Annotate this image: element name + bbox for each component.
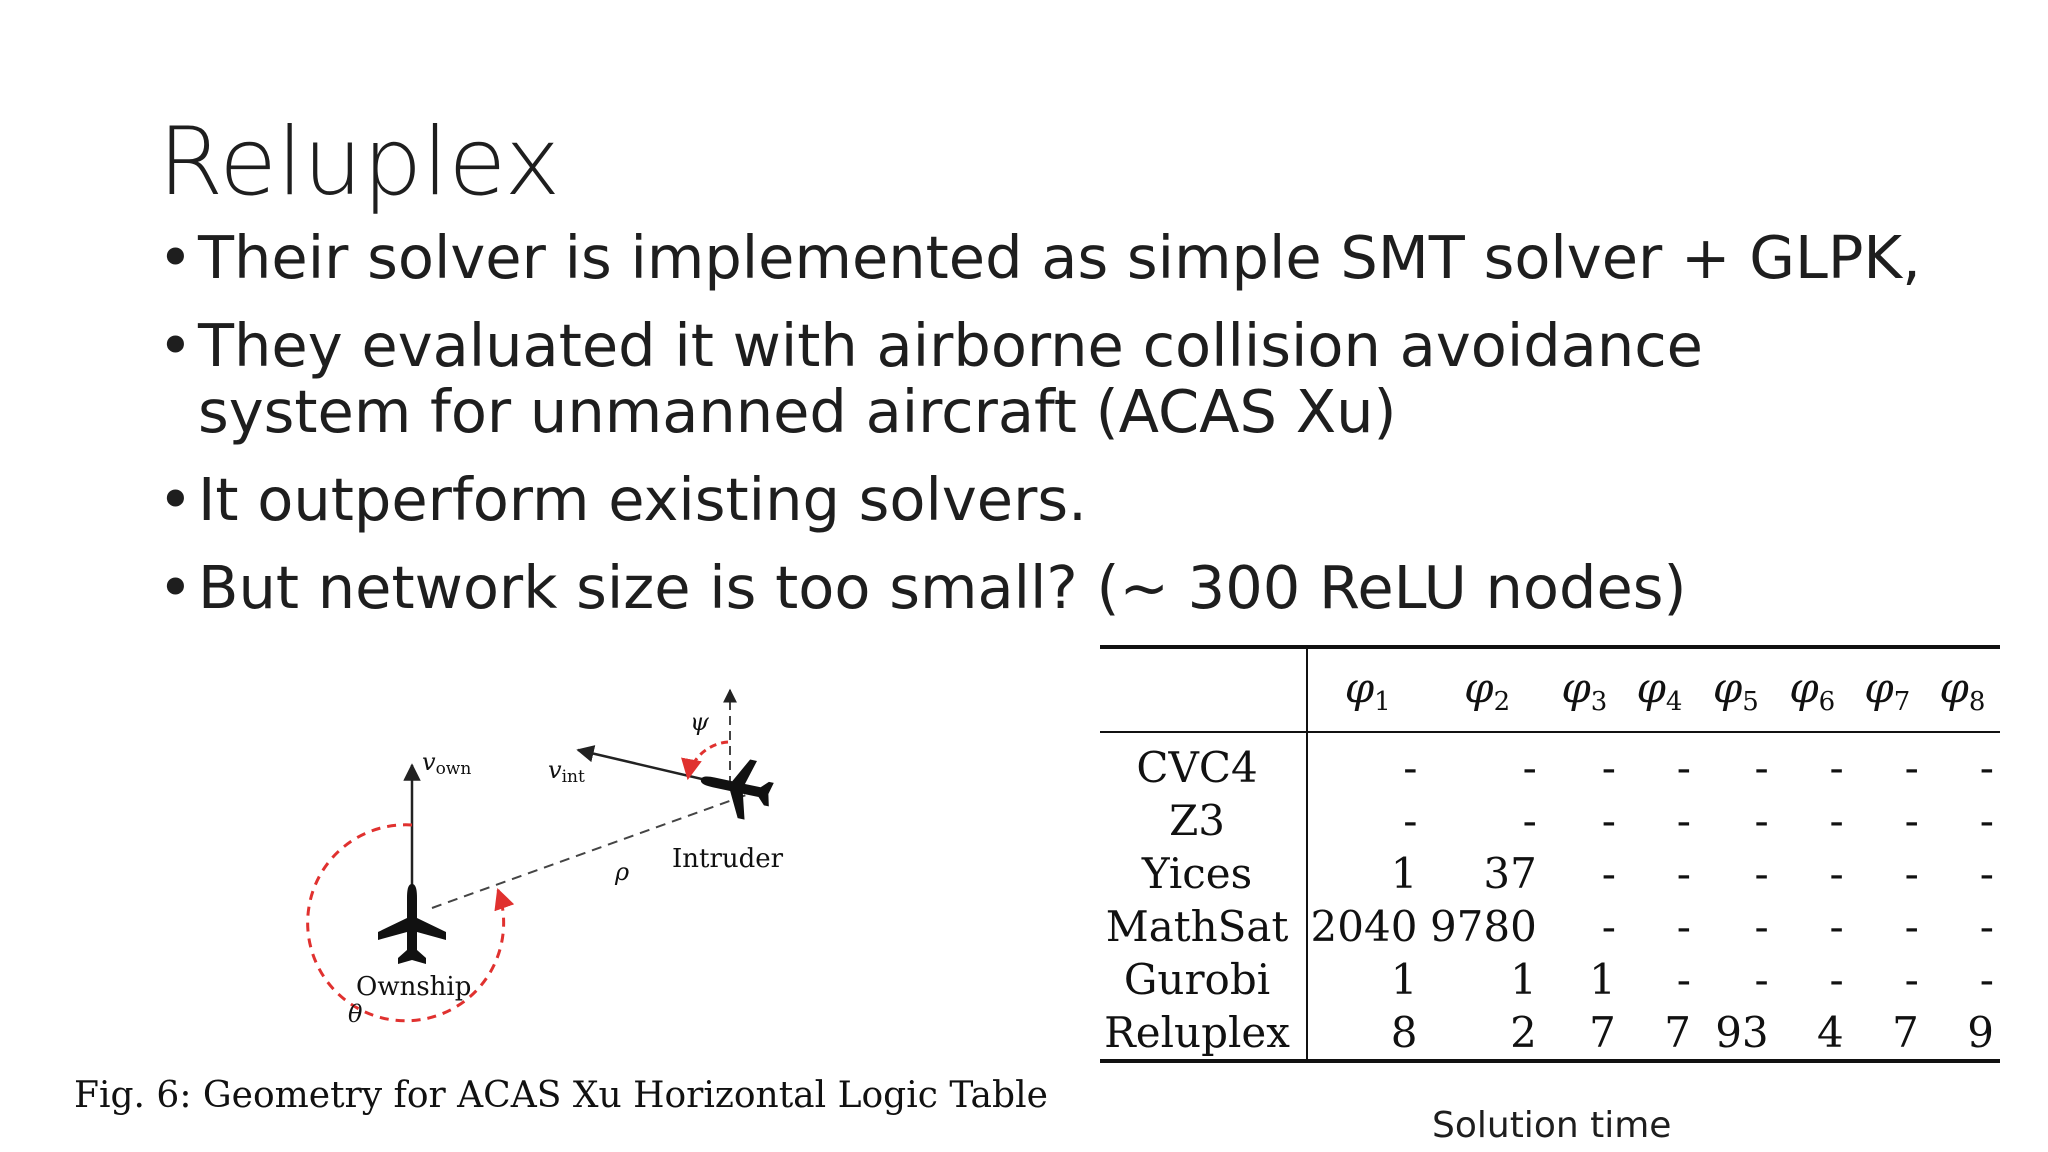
v-int-label: vint [548, 756, 585, 787]
bullet-dot: • [158, 553, 193, 622]
table-cell: - [1601, 796, 1616, 845]
table-cell: 1 [1510, 955, 1537, 1004]
results-table [1100, 645, 2000, 1085]
table-row [1100, 953, 2000, 1006]
solver-name: Reluplex [1100, 1006, 1307, 1061]
table-cell: - [1601, 743, 1616, 792]
bullet-text: But network size is too small? (~ 300 ReLU nodes) [198, 553, 1687, 622]
table-cell: - [1754, 955, 1769, 1004]
ownship-label: Ownship [356, 972, 472, 1002]
bullet-list [158, 225, 1978, 643]
table-cell: 7 [1892, 1008, 1919, 1057]
acas-geometry-figure [60, 660, 1060, 1140]
table-cell: - [1829, 902, 1844, 951]
psi-arc [688, 742, 728, 778]
figure-caption: Fig. 6: Geometry for ACAS Xu Horizontal Logic Table [74, 1075, 1048, 1116]
table-cell: - [1829, 955, 1844, 1004]
table-header-phi1: $\varphi_1$ [1344, 663, 1391, 717]
table-cell: - [1904, 849, 1919, 898]
table-cell: - [1754, 902, 1769, 951]
table-cell: - [1601, 849, 1616, 898]
table-cell: - [1829, 796, 1844, 845]
table-cell: - [1522, 743, 1537, 792]
solver-name: MathSat [1100, 900, 1307, 953]
psi-label: ψ [690, 708, 709, 736]
table-cell: 1 [1390, 955, 1418, 1004]
bullet-text: It outperform existing solvers. [198, 465, 1087, 534]
table-cell: - [1904, 902, 1919, 951]
theta-label: θ [348, 1000, 363, 1028]
table-cell: - [1601, 902, 1616, 951]
table-cell: 8 [1390, 1008, 1418, 1057]
table-header-row [1100, 647, 2000, 732]
table-header-phi7: $\varphi_7$ [1864, 663, 1911, 717]
solver-name: Z3 [1100, 794, 1307, 847]
bullet-dot: • [158, 311, 193, 380]
intruder-airplane-icon [695, 750, 778, 824]
table-row [1100, 732, 2000, 794]
table-row [1100, 794, 2000, 847]
table-cell: - [1904, 796, 1919, 845]
v-own-label: vown [422, 748, 472, 779]
table-cell: 7 [1589, 1008, 1616, 1057]
table-cell: - [1754, 796, 1769, 845]
table-cell: - [1904, 743, 1919, 792]
table-cell: 2040 [1310, 902, 1418, 951]
table-header-phi8: $\varphi_8$ [1939, 663, 1986, 717]
table-cell: - [1403, 796, 1418, 845]
bullet-text: Their solver is implemented as simple SMT solver + GLPK, [198, 223, 1921, 292]
table-cell: - [1676, 849, 1691, 898]
table-cell: - [1979, 955, 1994, 1004]
solver-name: Gurobi [1100, 953, 1307, 1006]
table-cell: - [1403, 743, 1418, 792]
table-cell: 9 [1967, 1008, 1994, 1057]
table-cell: - [1676, 796, 1691, 845]
table-cell: - [1522, 796, 1537, 845]
solver-name: Yices [1100, 847, 1307, 900]
rho-label: ρ [615, 858, 630, 886]
table-cell: 9780 [1429, 902, 1537, 951]
table-cell: - [1754, 849, 1769, 898]
ownship-airplane-icon [378, 884, 446, 964]
solver-comparison-table [1100, 645, 2000, 1063]
bullet-item [158, 555, 1978, 621]
table-cell: - [1979, 902, 1994, 951]
table-cell: - [1676, 955, 1691, 1004]
table-cell: - [1676, 902, 1691, 951]
bullet-item [158, 313, 1978, 445]
table-cell: - [1904, 955, 1919, 1004]
table-header-phi3: $\varphi_3$ [1561, 663, 1608, 717]
table-row [1100, 847, 2000, 900]
bullet-dot: • [158, 465, 193, 534]
slide-title: Reluplex [158, 108, 561, 217]
table-cell: - [1979, 743, 1994, 792]
table-header-phi5: $\varphi_5$ [1712, 663, 1759, 717]
table-cell: 2 [1510, 1008, 1537, 1057]
intruder-label: Intruder [672, 844, 784, 874]
table-header-phi4: $\varphi_4$ [1636, 663, 1683, 717]
table-caption: Solution time [1432, 1105, 1672, 1146]
bullet-item [158, 467, 1978, 533]
table-cell: 93 [1715, 1008, 1769, 1057]
table-cell: 37 [1483, 849, 1537, 898]
bullet-dot: • [158, 223, 193, 292]
table-cell: - [1829, 849, 1844, 898]
table-row [1100, 900, 2000, 953]
table-header-phi6: $\varphi_6$ [1789, 663, 1836, 717]
table-cell: 1 [1390, 849, 1418, 898]
table-cell: - [1979, 849, 1994, 898]
bullet-item [158, 225, 1978, 291]
table-cell: 1 [1589, 955, 1616, 1004]
table-cell: 4 [1817, 1008, 1844, 1057]
table-header-phi2: $\varphi_2$ [1464, 663, 1511, 717]
table-cell: - [1979, 796, 1994, 845]
table-row [1100, 1006, 2000, 1061]
solver-name: CVC4 [1100, 732, 1307, 794]
table-cell: - [1829, 743, 1844, 792]
table-cell: 7 [1664, 1008, 1691, 1057]
bullet-text: They evaluated it with airborne collision avoidance system for unmanned aircraft (ACAS Xu) [198, 311, 1703, 446]
table-cell: - [1754, 743, 1769, 792]
table-cell: - [1676, 743, 1691, 792]
table-header-blank [1100, 647, 1307, 732]
